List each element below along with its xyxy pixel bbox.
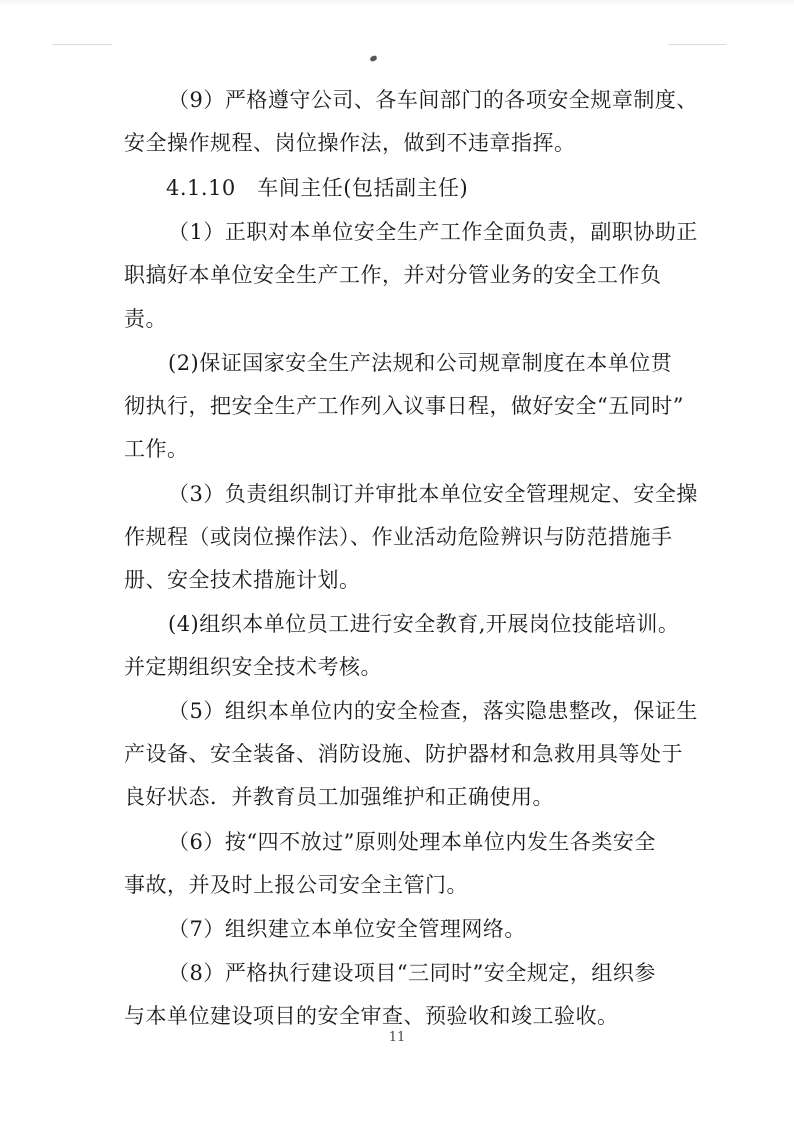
paragraph-line: （8）严格执行建设项目“三同时”安全规定，组织参	[168, 961, 656, 985]
page-number: 11	[388, 1030, 406, 1045]
paragraph-line: (2)保证国家安全生产法规和公司规章制度在本单位贯	[168, 351, 673, 375]
paragraph-line: (4)组织本单位员工进行安全教育,开展岗位技能培训。	[168, 612, 680, 636]
paragraph-line: 彻执行，把安全生产工作列入议事日程，做好安全“五同时”	[124, 394, 684, 418]
paragraph-line: （6）按“四不放过”原则处理本单位内发生各类安全	[168, 830, 656, 854]
paragraph-line: 事故，并及时上报公司安全主管门。	[124, 873, 468, 897]
paragraph-line: （3）负责组织制订并审批本单位安全管理规定、安全操	[168, 482, 698, 506]
paragraph-line: （1）正职对本单位安全生产工作全面负责，副职协助正	[168, 220, 698, 244]
paragraph-line: 安全操作规程、岗位操作法，做到不违章指挥。	[124, 131, 576, 155]
paragraph-line: 工作。	[124, 437, 189, 461]
scan-artifact-line	[668, 44, 726, 45]
paragraph-line: 与本单位建设项目的安全审查、预验收和竣工验收。	[124, 1004, 619, 1028]
scan-artifact-line	[52, 44, 112, 45]
scan-speck	[369, 55, 377, 62]
paragraph-line: 职搞好本单位安全生产工作，并对分管业务的安全工作负	[124, 263, 662, 287]
paragraph-line: （9）严格遵守公司、各车间部门的各项安全规章制度、	[168, 88, 698, 112]
paragraph-line: 并定期组织安全技术考核。	[124, 655, 382, 679]
paragraph-line: 产设备、安全装备、消防设施、防护器材和急救用具等处于	[124, 742, 683, 766]
paragraph-line: （5）组织本单位内的安全检查，落实隐患整改，保证生	[168, 699, 698, 723]
paragraph-line: 册、安全技术措施计划。	[124, 568, 361, 592]
scan-edge	[0, 0, 794, 6]
paragraph-line: 作规程（或岗位操作法）、作业活动危险辨识与防范措施手	[124, 525, 673, 549]
paragraph-line: 责。	[124, 307, 167, 331]
section-heading: 4.1.10 车间主任(包括副主任)	[166, 176, 469, 200]
paragraph-line: 良好状态．并教育员工加强维护和正确使用。	[124, 785, 554, 809]
paragraph-line: （7）组织建立本单位安全管理网络。	[168, 917, 526, 941]
